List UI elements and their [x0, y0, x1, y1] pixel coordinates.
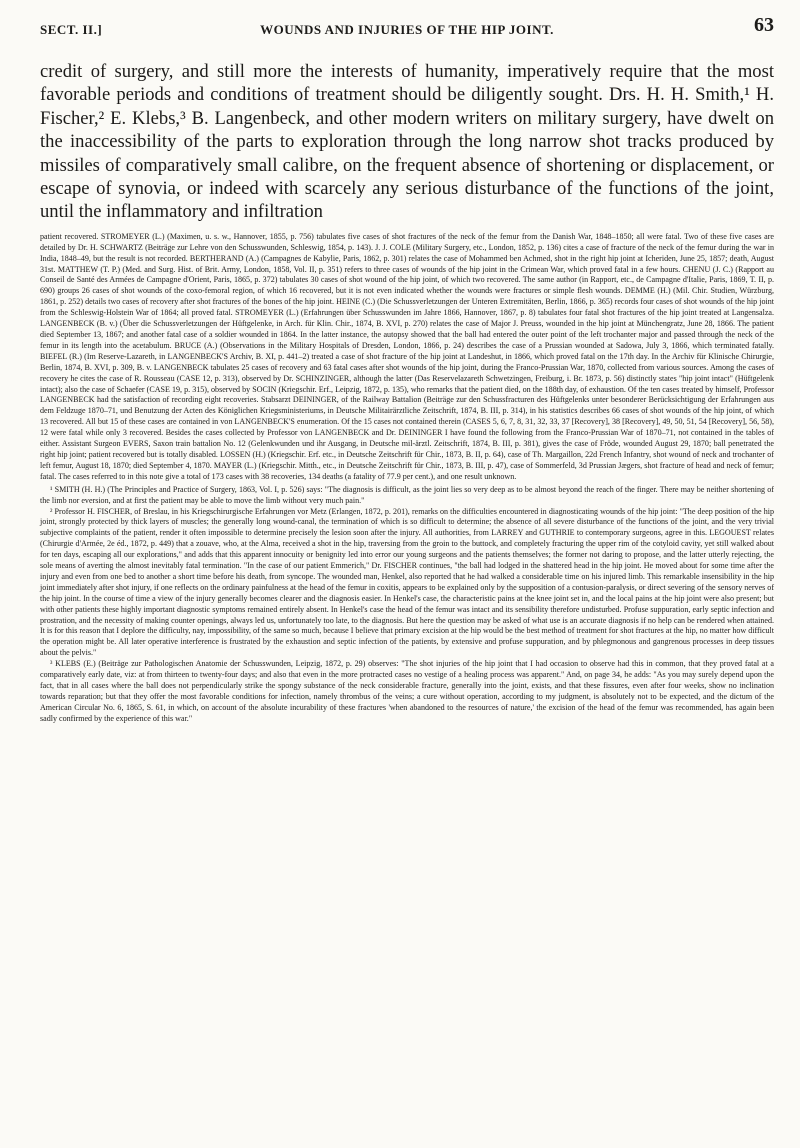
footnote-1: ¹ SMITH (H. H.) (The Principles and Practice of Surgery, 1863, Vol. I, p. 526) says: "The diagnosis is difficult, as the joint lies so very deep as to be almost beyond the reach of the finger. There may be neither shortening of the limb nor eversion, and at first the patient may be able to move the limb without very much pain." — [40, 484, 774, 505]
body-paragraph: credit of surgery, and still more the interests of humanity, imperatively require that the most favorable periods and conditions of treatment should be diligently sought. Drs. H. H. Smith,¹ H. Fischer,² E. Klebs,³ B. Langenbeck, and other modern writers on military surgery, have dwelt on the inaccessibility of the parts to exploration through the long narrow shot tracks produced by missiles of comparatively small calibre, on the frequent absence of shortening or displacement, or escape of synovia, or indeed with scarcely any serious disturbance of the functions of the joint, until the inflammatory and infiltration — [40, 61, 774, 223]
page-title: WOUNDS AND INJURIES OF THE HIP JOINT. — [260, 22, 554, 37]
footnote-3: ³ KLEBS (E.) (Beiträge zur Pathologischen Anatomie der Schusswunden, Leipzig, 1872, p. 29) observes: "The shot injuries of the hip joint that I had occasion to observe had this in common, that they proved fatal at a comparatively early date, viz: at from thirteen to twenty-four days; and also that even in the more protracted cases no vestige of a healing process was apparent." And, on page 34, he adds: "As you may surely depend upon the fact, that in all cases where the ball does not perpendicularly strike the spongy substance of the neck considerable fracture, generally into the joint, exists, and that these fissures, even after four weeks, show no inclination towards reparation; but that they offer the most favorable conditions for infection, namely thrombus of the veins; a cure without operation, according to my judgment, is absolutely not to be expected, and the dictum of the American Circular No. 6, 1865, S. 61, in which, on account of the absolute incurability of these fractures 'when abandoned to the resources of nature,' the excision of the head of the femur was recommended, has again been sadly confirmed by the experience of this war." — [40, 659, 774, 723]
patient-note — [40, 232, 774, 483]
document-page — [40, 0, 774, 725]
running-header — [40, 12, 774, 42]
section-label: SECT. II.] — [40, 22, 103, 37]
patient-note-text: patient recovered. STROMEYER (L.) (Maximen, u. s. w., Hannover, 1855, p. 756) tabulates five cases of shot fractures of the neck of the femur from the Danish War, 1848–1850; all were fatal. Two of these five cases are detailed by Dr. H. SCHWARTZ (Beiträge zur Lehre von den Schusswunden, Schleswig, 1854, p. 143). J. J. COLE (Military Surgery, etc., London, 1852, p. 136) cites a case of fracture of the neck of the femur during the war in India, 1848–49, but the result is not recorded. BERTHERAND (A.) (Campagnes de Kabylie, Paris, 1862, p. 301) relates the case of Mohammed ben Achmed, shot in the right hip joint at Icheriden, June 25, 1857; death, August 31st. MATTHEW (T. P.) (Med. and Surg. Hist. of Brit. Army, London, 1858, Vol. II, p. 351) refers to three cases of wounds of the hip joint in the Crimean War, which proved fatal in a few hours. CHENU (J. C.) (Rapport au Conseil de Santé des Armées de Campagne d'Orient, Paris, 1865, p. 372) tabulates 30 cases of shot wound of the hip joint, of which two recovered. The same author (in Rapport, etc., de Campagne d'Italie, Paris, 1869, T. II, p. 690) groups 26 cases of shot wounds of the coxo-femoral region, of which 16 recovered, but it is not even indicated whether the wounds were fractures or simple flesh wounds. DEMME (H.) (Mil. Chir. Studien, Würzburg, 1861, p. 252) details two cases of recovery after shot fractures of the bones of the hip joint. HEINE (C.) (Die Schussverletzungen der Unteren Extremitäten, Berlin, 1866, p. 365) records four cases of shot wounds of the hip joint from the Schleswig-Holstein War of 1864; all proved fatal. STROMEYER (L.) (Erfahrungen über Schusswunden im Jahre 1866, Hannover, 1867, p. 8) tabulates four fatal shot fractures of the hip joint treated at Langensalza. LANGENBECK (B. v.) (Über die Schussverletzungen der Hüftgelenke, in Arch. für Klin. Chir., 1874, B. XVI, p. 270) relates the case of Major J. Preuss, wounded in the hip joint at Münchengratz, June 28, 1866. The patient died September 13, 1867; and another fatal case of a soldier wounded in 1864. In the latter instance, the autopsy showed that the ball had entered the outer point of the left trochanter major and passed through the neck of the femur in its length into the acetabulum. BRUCE (A.) (Observations in the Military Hospitals of Dresden, London, 1866, p. 24) describes the case of a Prussian wounded at Sadowa, July 3, 1866, which terminated fatally. BIEFEL (R.) (Im Reserve-Lazareth, in LANGENBECK'S Archiv, B. XI, p. 441–2) treated a case of shot fracture of the hip joint at Landeshut, in 1866, which proved fatal on the 17th day. In the Archiv für Klinische Chirurgie, Berlin, 1874, B. XVI, p. 309, B. v. LANGENBECK tabulates 25 cases of recovery and 63 fatal cases after shot wounds of the hip joint, during the Franco-Prussian War, 1870, collected from various sources. Among the cases of recovery he cites the case of R. Rousseau (CASE 12, p. 313), observed by Dr. SCHINZINGER, although the latter (Das Reservelazareth Schwetzingen, Freiburg, i. Br. 1873, p. 56) distinctly states "hip joint intact" (Hüftgelenk intact); also the case of Schaefer (CASE 19, p. 315), observed by SOCIN (Kriegschir. Erf., Leipzig, 1872, p. 135), who remarks that the patient died, on the 188th day, of exhaustion. Of the ten cases treated by himself, Professor LANGENBECK had the satisfaction of recording eight recoveries. Stabsarzt DEININGER, of the Railway Battalion (Beiträge zur den Schussfracturen des Hüftgelenks unter besonderer Berücksichtigung der Erfahrungen aus dem Feldzuge 1870–71, und Benutzung der Acten des Königlichen Kriegsministeriums, in Deutsche Militairärztliche Zeitschrift, 1874, B. III, p. 314), in his statistics describes 66 cases of shot wounds of the hip joint, of which 13 recovered. All but 15 of these cases are contained in von LANGENBECK'S enumeration. Of the 15 cases not contained therein (CASES 5, 6, 7, 8, 31, 32, 33, 37 [Recovery], 38 [Recovery], 49, 50, 51, 54 [Recovery], 56, 58), 12 were fatal while only 3 recovered. Besides the cases collected by Professor von LANGENBECK and Dr. DEININGER I have found the following from the Franco-Prussian War of 1870–71, not contained in the tables of either. Assistant Surgeon EVERS, Saxon train battalion No. 12 (Gelenkwunden und ihr Ausgang, in Deutsche mil-ärztl. Zeitschrift, 1874, B. III, p. 381), gives the case of Fröde, wounded August 29, 1870; ball penetrated the right hip joint; patient recovered but is totally disabled. LOSSEN (H.) (Kriegschir. Erf. etc., in Deutsche Zeitschrift für Chir., 1873, B. II, p. 64), case of Th. Margaillon, 22d French Infantry, shot wound of neck and trochanter of left femur, August 18, 1870; died September 4, 1870. MAYER (L.) (Kriegschir. Mitth., etc., in Deutsche Zeitschrift für Chir., 1873, B. III, p. 47), case of Sommerfeld, 3d Prussian Jægers, shot fracture of head and neck of femur; fatal. The cases referred to in this note give a total of 173 cases with 38 recoveries, 134 deaths (a fatality of 77.9 per cent.), and one result unknown. — [40, 231, 774, 481]
page-number: 63 — [754, 14, 774, 36]
footnotes — [40, 485, 774, 725]
footnote-2: ² Professor H. FISCHER, of Breslau, in his Kriegschirurgische Erfahrungen vor Metz (Erlangen, 1872, p. 201), remarks on the difficulties encountered in diagnosticating wounds of the hip joint: "The deep position of the hip joint, strongly protected by thick layers of muscles; the generally long wound-canal, the termination of which is so difficult to determine; the absence of all severe disturbance of the functions of the joint, and the very trivial subjective complaints of the patient, render it often impossible to determine precisely the lesion soon after the injury. All authorities, from LARREY and GUTHRIE to contemporary surgeons, agree in this. LEGOUEST relates (Chirurgie d'Armée, 2e éd., 1872, p. 449) that a zouave, who, at the Alma, received a shot in the hip, traversing from the groin to the buttock, and completely fracturing the upper rim of the cotyloid cavity, yet still walked about for ten days, escaping all our explorations," and adds that this apparent innocuity or benignity led into error our young surgeons and the patients themselves; the former not daring to propose, and the latter utterly rejecting, the sole means of averting the almost inevitably fatal termination. "In the case of our patient Emmerich," Dr. FISCHER continues, "the ball had lodged in the shattered head in the hip joint. He moved about for some time after the injury and even from one bed to another a short time before his death, from syncope. The wounded man, Henkel, also reported that he had walked a considerable time on his injured limb. This remarkable insensibility in the hip joint immediately after shot injury, if one reflects on the ordinary painfulness at the head of the femur in coxitis, appears to be explained only by the supposition of a contusion-paralysis, or direct severing of the sensory nerves of the hip joint. In the course of time a view of the injury generally becomes clearer and the diagnosis easier. In Henkel's case, the characteristic pains at the knee joint set in, and the local pains at the hip joint were also present; but with other patients these highly important diagnostic symptoms remained entirely absent. In Henkel's case the head of the femur was intact and its sensibility therefore undisturbed. Profuse suppuration, early septic infection and prostration, and the necessity of making counter openings, always led us, unfortunately too late, to the diagnosis. But here the question may be asked of what use is an accurate diagnosis if no help can be rendered when attained. It is for this reason that I deplore the difficulty, nay, impossibility, of the same so much, because I believe that primary excision at the hip would be the best method of treatment for shot fractures at the hip, no matter how difficult the operation might be. All later operative interference is frustrated by the exhaustion and septic infection of the patients, by extensive and profuse suppuration, and by phlegmonous and gangrenous processes in deep tissues about the pelvis." — [40, 506, 775, 658]
